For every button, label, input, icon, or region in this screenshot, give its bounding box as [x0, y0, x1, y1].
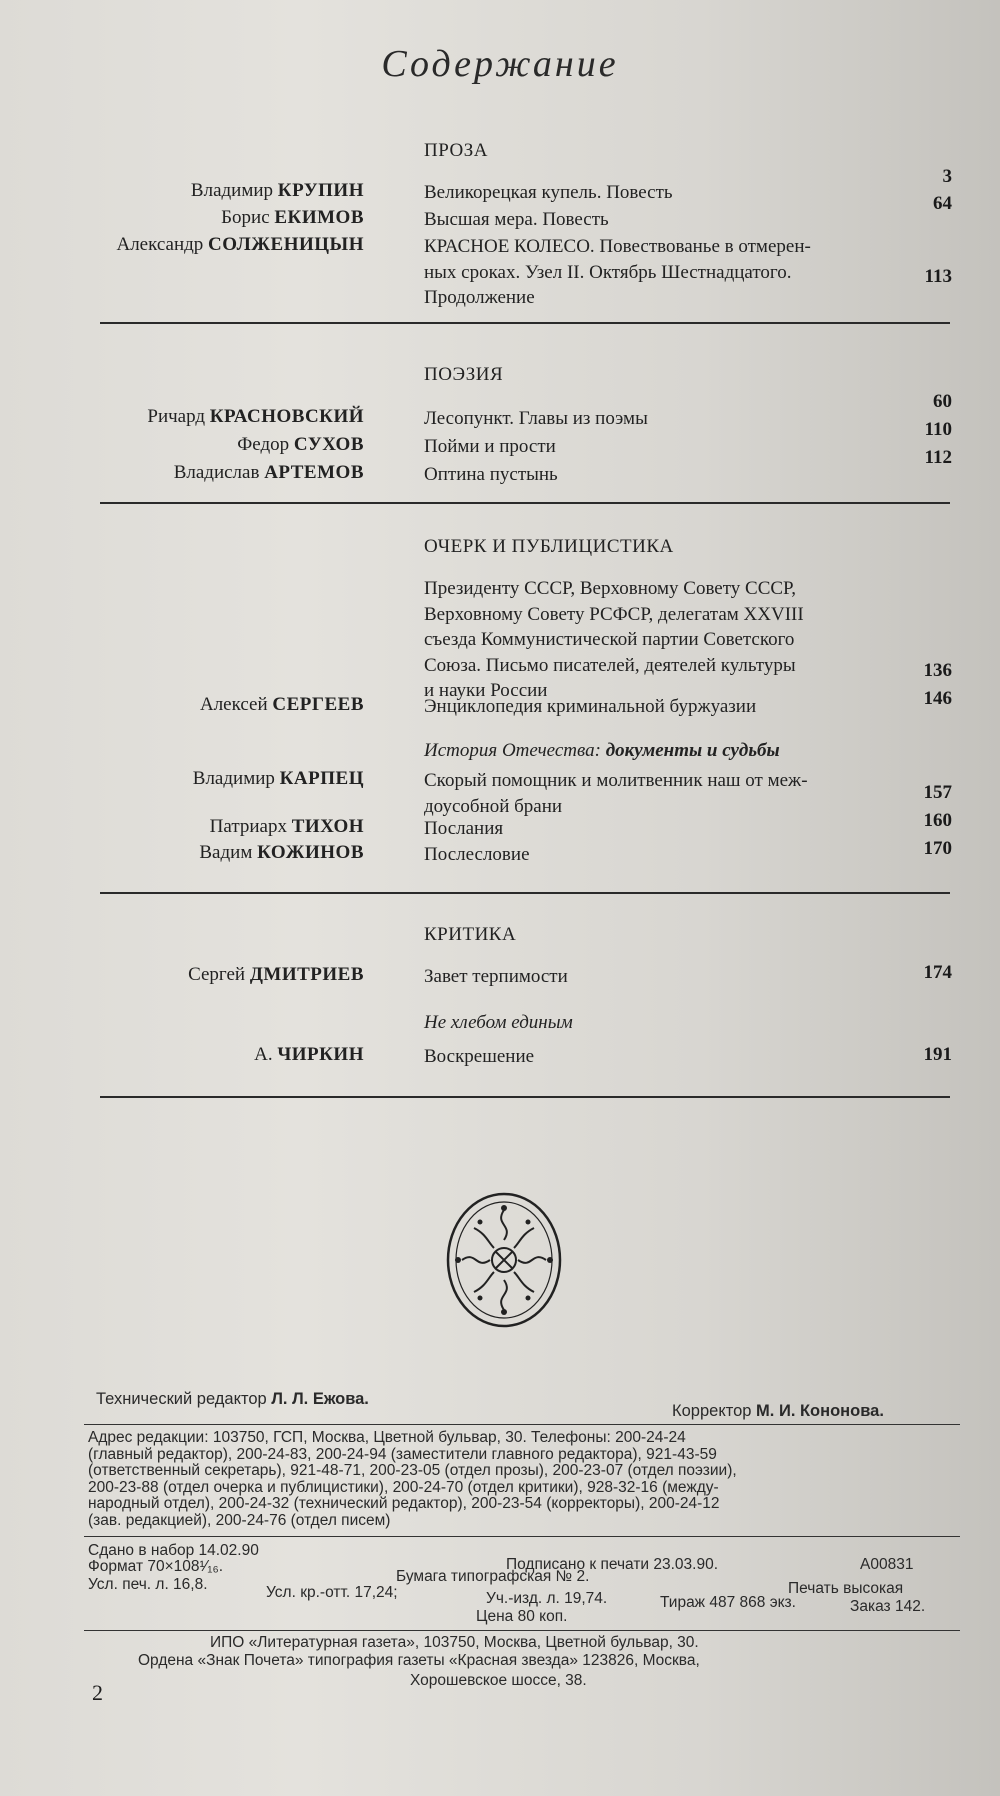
page-ref: 191 [923, 1044, 952, 1065]
section-divider [100, 1096, 950, 1098]
page-ref: 112 [924, 447, 952, 468]
editorial-address: Адрес редакции: 103750, ГСП, Москва, Цветной бульвар, 30. Телефоны: 200-24-24 (главный редактор), 200-24-83, 200-24-94 (заместители главного редактора), 921-43-59 (ответственный секретарь), 921-48-71, 200-23-05 (отдел прозы), 200-23-07 (отдел поэзии), 200-23-88 (отдел очерка и публицистики), 200-24-70 (отдел критики), 928-32-16 (между- народный отдел), 200-24-32 (технический редактор), 200-23-54 (корректоры), 200-24-12 (зав. редакцией), 200-24-76 (отдел писем) [88, 1429, 737, 1529]
ornament-emblem [444, 1190, 564, 1330]
author-name: Владислав АРТЕМОВ [173, 462, 364, 483]
section-heading-prose: ПРОЗА [424, 140, 488, 161]
page-ref: 174 [923, 962, 952, 983]
color-sheets: Усл. кр.-отт. 17,24; [266, 1584, 398, 1601]
page-ref: 146 [923, 688, 952, 709]
page-title: Содержание [381, 43, 619, 85]
page-ref: 60 [933, 391, 952, 412]
work-title: Завет терпимости [424, 966, 568, 987]
publisher-line: ИПО «Литературная газета», 103750, Москва, Цветной бульвар, 30. [210, 1634, 699, 1651]
print-run: Тираж 487 868 экз. [660, 1594, 796, 1611]
work-title: Скорый помощник и молитвенник наш от меж- доусобной брани [424, 770, 808, 817]
printer-line: Ордена «Знак Почета» типография газеты «Красная звезда» 123826, Москва, [138, 1652, 700, 1669]
work-title: Президенту СССР, Верховному Совету СССР, Верховному Совету РСФСР, делегатам XXVIII съезда Коммунистической партии Советского Союза. Письмо писателей, деятелей культуры и науки России [424, 578, 804, 701]
tech-editor: Технический редактор Л. Л. Ежова. [96, 1390, 369, 1408]
page-number: 2 [92, 1680, 103, 1705]
sent-date: Сдано в набор 14.02.90 [88, 1542, 259, 1559]
signed-date: Подписано к печати 23.03.90. [506, 1556, 719, 1573]
print-type: Печать высокая [788, 1580, 904, 1597]
author-name: Владимир КАРПЕЦ [192, 768, 364, 789]
page-ref: 64 [933, 193, 952, 214]
subsection-heading: История Отечества: документы и судьбы [424, 740, 780, 761]
section-divider [100, 322, 950, 324]
paper: Бумага типографская № 2. [396, 1568, 590, 1585]
print-sheets: Усл. печ. л. 16,8. [88, 1576, 208, 1593]
author-name: Борис ЕКИМОВ [221, 207, 364, 228]
page-ref: 157 [923, 782, 952, 803]
work-title: Воскрешение [424, 1046, 535, 1067]
imprint-divider [84, 1630, 960, 1631]
work-title: Великорецкая купель. Повесть [424, 182, 673, 203]
work-title: Пойми и прости [424, 436, 556, 457]
work-title: Энциклопедия криминальной буржуазии [424, 696, 757, 717]
page-ref: 160 [923, 810, 952, 831]
code: А00831 [860, 1556, 914, 1573]
page-ref: 3 [942, 166, 952, 187]
format: Формат 70×108¹⁄₁₆. [88, 1558, 224, 1575]
imprint-divider [84, 1424, 960, 1425]
work-title: Оптина пустынь [424, 464, 558, 485]
author-name: Алексей СЕРГЕЕВ [199, 694, 364, 715]
work-title: Послания [424, 818, 504, 839]
author-name: Владимир КРУПИН [190, 180, 364, 201]
author-name: Сергей ДМИТРИЕВ [188, 964, 364, 985]
author-name: Александр СОЛЖЕНИЦЫН [116, 234, 364, 255]
author-name: Вадим КОЖИНОВ [199, 842, 364, 863]
section-heading-poetry: ПОЭЗИЯ [424, 364, 504, 385]
order-number: Заказ 142. [850, 1598, 926, 1615]
pub-sheets: Уч.-изд. л. 19,74. [486, 1590, 608, 1607]
section-divider [100, 892, 950, 894]
section-divider [100, 502, 950, 504]
work-title: КРАСНОЕ КОЛЕСО. Повествованье в отмерен- ных сроках. Узел II. Октябрь Шестнадцатого. Продолжение [424, 236, 811, 308]
work-title: Послесловие [424, 844, 530, 865]
corrector: Корректор М. И. Кононова. [672, 1402, 884, 1420]
page-ref: 136 [923, 660, 952, 681]
section-heading-essay: ОЧЕРК И ПУБЛИЦИСТИКА [424, 536, 674, 557]
page-ref: 170 [923, 838, 952, 859]
price: Цена 80 коп. [476, 1608, 568, 1625]
page-ref: 110 [924, 419, 952, 440]
work-title: Лесопункт. Главы из поэмы [424, 408, 648, 429]
author-name: Ричард КРАСНОВСКИЙ [147, 406, 364, 427]
author-name: Федор СУХОВ [237, 434, 364, 455]
page-ref: 113 [924, 266, 952, 287]
work-title: Высшая мера. Повесть [424, 209, 609, 230]
author-name: Патриарх ТИХОН [209, 816, 364, 837]
section-heading-criticism: КРИТИКА [424, 924, 517, 945]
imprint-divider [84, 1536, 960, 1537]
author-name: А. ЧИРКИН [254, 1044, 364, 1065]
subsection-heading: Не хлебом единым [424, 1012, 573, 1033]
printer-address: Хорошевское шоссе, 38. [410, 1672, 587, 1689]
